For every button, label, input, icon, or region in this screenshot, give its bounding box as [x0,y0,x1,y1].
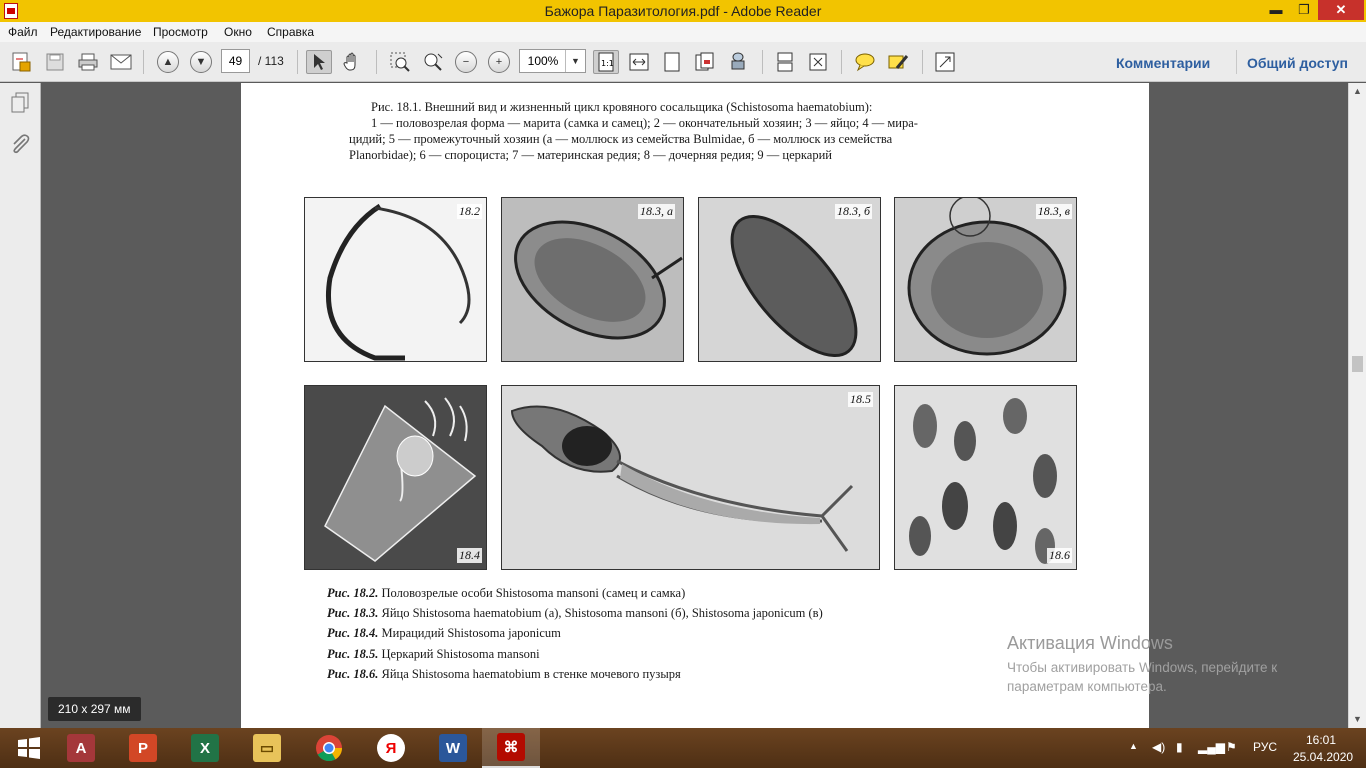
marquee-zoom-button[interactable] [387,50,413,74]
fit-page-icon [664,52,680,72]
next-page-button[interactable] [188,50,214,74]
figure-18-4 [304,385,487,570]
figure-18-5 [501,385,880,570]
fullscreen-icon [935,52,955,72]
figure-caption [327,647,540,662]
expand-icon [808,52,828,72]
fig-18-1-caption-line: цидий; 5 — промежуточный хозяин (а — моллюск из семейства Bulmidae, б — моллюск из семейства [349,132,893,146]
start-button[interactable] [0,728,58,768]
marquee-zoom-icon [389,51,411,73]
expand-view-button[interactable] [932,50,958,74]
figure-label: 18.5 [850,392,871,406]
volume-icon[interactable]: ◀) [1152,740,1166,754]
menu-bar [0,22,1366,42]
figure-label: 18.2 [459,204,480,218]
print-icon[interactable] [75,50,101,74]
figure-18-2 [304,197,487,362]
navigation-pane [0,83,41,728]
menu-view[interactable]: Просмотр [153,25,208,39]
powerpoint-icon: P [129,734,157,762]
cursor-icon [312,53,326,71]
svg-text:1:1: 1:1 [601,59,614,68]
comment-icon [854,52,876,72]
figure-caption [327,606,823,621]
maximize-button[interactable]: ❐ [1298,2,1310,17]
arrow-up-icon: ▲ [157,51,179,73]
caption-text: Яйца Shistosoma haematobium в стенке мочевого пузыря [381,667,681,681]
fit-page-button[interactable] [659,50,685,74]
menu-edit[interactable]: Редактирование [50,25,142,39]
vertical-scrollbar[interactable] [1348,83,1366,728]
stamp-icon [729,52,747,72]
scroll-thumb[interactable] [1352,356,1363,372]
caption-number: Рис. 18.3. [327,606,379,620]
taskbar-adobe-reader[interactable] [482,728,540,768]
menu-window[interactable]: Окно [224,25,252,39]
caption-number: Рис. 18.2. [327,586,379,600]
figure-caption [327,626,561,641]
previous-page-button[interactable] [155,50,181,74]
page-number-input[interactable] [221,49,250,73]
window-title: Бажора Паразитология.pdf - Adobe Reader [544,3,822,19]
tray-expand-icon[interactable]: ▲ [1129,741,1138,751]
document-area[interactable] [42,83,1348,728]
taskbar-access[interactable] [52,728,110,768]
caption-text: Мирацидий Shistosoma japonicum [381,626,561,640]
activation-line: Чтобы активировать Windows, перейдите к [1007,660,1278,675]
clock-date[interactable]: 25.04.2020 [1293,750,1354,764]
figure-18-3b [698,197,881,362]
caption-number: Рис. 18.5. [327,647,379,661]
input-language[interactable]: РУС [1253,740,1278,754]
figure-caption [327,667,681,682]
taskbar-excel[interactable] [176,728,234,768]
windows-activation-watermark [1007,633,1277,694]
title-bar [0,0,1366,22]
pdf-page [241,83,1149,728]
adobe-reader-icon: ⌘ [497,733,525,761]
fig-18-1-caption-line: Planorbidae); 6 — спороциста; 7 — материнская редия; 8 — дочерняя редия; 9 — церкарий [349,148,832,162]
create-pdf-icon[interactable] [8,50,34,74]
word-icon: W [439,734,467,762]
figure-label: 18.3, а [640,204,673,218]
zoom-icon [422,51,444,73]
select-tool-button[interactable] [306,50,332,74]
pages-icon [695,52,715,72]
taskbar-chrome[interactable] [300,728,358,768]
highlighter-icon [887,52,909,72]
caption-text: Яйцо Shistosoma haematobium (а), Shistosoma mansoni (б), Shistosoma japonicum (в) [381,606,823,620]
save-icon[interactable] [42,50,68,74]
windows-logo-icon [16,735,42,761]
zoom-out-button[interactable] [453,50,479,74]
hand-tool-button[interactable] [339,50,365,74]
folder-icon: ▭ [253,734,281,762]
excel-icon: X [191,734,219,762]
menu-file[interactable]: Файл [8,25,38,39]
minus-icon: − [455,51,477,73]
fig-18-1-caption-line: Рис. 18.1. Внешний вид и жизненный цикл кровяного сосальщика (Schistosoma haematobium): [371,100,873,114]
figure-label: 18.3, б [836,204,870,218]
figure-label: 18.4 [459,548,480,562]
actual-size-button[interactable] [593,50,619,74]
share-pane-link[interactable]: Общий доступ [1247,55,1348,71]
taskbar-powerpoint[interactable] [114,728,172,768]
close-button[interactable]: ✕ [1318,0,1364,20]
battery-icon[interactable]: ▮ [1176,740,1183,754]
figure-caption [327,586,685,601]
hand-icon [342,52,362,72]
zoom-in-button[interactable] [486,50,512,74]
page-size-tooltip: 210 x 297 мм [48,697,141,721]
activation-title: Активация Windows [1007,633,1173,653]
fig-18-1-caption-line: 1 — половозрелая форма — марита (самка и самец); 2 — окончательный хозяин; 3 — яйцо; 4 — мира- [371,116,918,130]
chevron-down-icon[interactable]: ▼ [565,50,585,72]
minimize-button[interactable]: ▬ [1269,2,1283,17]
scroll-down-icon[interactable]: ▼ [1353,714,1362,724]
figure-label: 18.6 [1049,548,1070,562]
sticky-note-button[interactable] [852,50,878,74]
taskbar-yandex[interactable] [362,728,420,768]
clock-time[interactable]: 16:01 [1306,733,1337,747]
read-out-loud-button[interactable] [725,50,751,74]
highlight-button[interactable] [885,50,911,74]
caption-number: Рис. 18.6. [327,667,379,681]
attachments-icon[interactable] [8,133,32,157]
taskbar-word[interactable] [424,728,482,768]
page-count: / 113 [258,54,284,68]
zoom-select[interactable] [519,49,586,73]
fit-width-icon [629,53,649,71]
figure-label: 18.3, в [1037,204,1070,218]
split-icon [776,52,794,72]
access-icon: A [67,734,95,762]
zoom-input[interactable] [520,50,566,72]
caption-text: Церкарий Shistosoma mansoni [381,647,540,661]
dynamic-zoom-button[interactable] [420,50,446,74]
arrow-down-icon: ▼ [190,51,212,73]
email-icon[interactable] [108,50,134,74]
page-thumbnails-icon[interactable] [8,91,32,115]
figure-18-3c [894,197,1077,362]
comments-pane-link[interactable]: Комментарии [1116,55,1211,71]
actual-size-icon [598,52,614,72]
yandex-icon: Я [377,734,405,762]
fit-width-button[interactable] [626,50,652,74]
caption-number: Рис. 18.4. [327,626,379,640]
caption-text: Половозрелые особи Shistosoma mansoni (самец и самка) [381,586,686,600]
network-icon[interactable]: ▂▄▆ [1198,740,1225,754]
menu-help[interactable]: Справка [267,25,315,39]
split-view-button[interactable] [772,50,798,74]
action-center-flag-icon[interactable]: ⚑ [1226,740,1237,754]
full-screen-fit-button[interactable] [805,50,831,74]
scroll-up-icon[interactable]: ▲ [1353,86,1362,96]
activation-line: параметрам компьютера. [1007,679,1167,694]
page-view-button[interactable] [692,50,718,74]
figure-18-6 [894,385,1077,570]
plus-icon: + [488,51,510,73]
chrome-icon [314,733,344,763]
taskbar-explorer[interactable] [238,728,296,768]
figure-18-3a [501,197,684,362]
